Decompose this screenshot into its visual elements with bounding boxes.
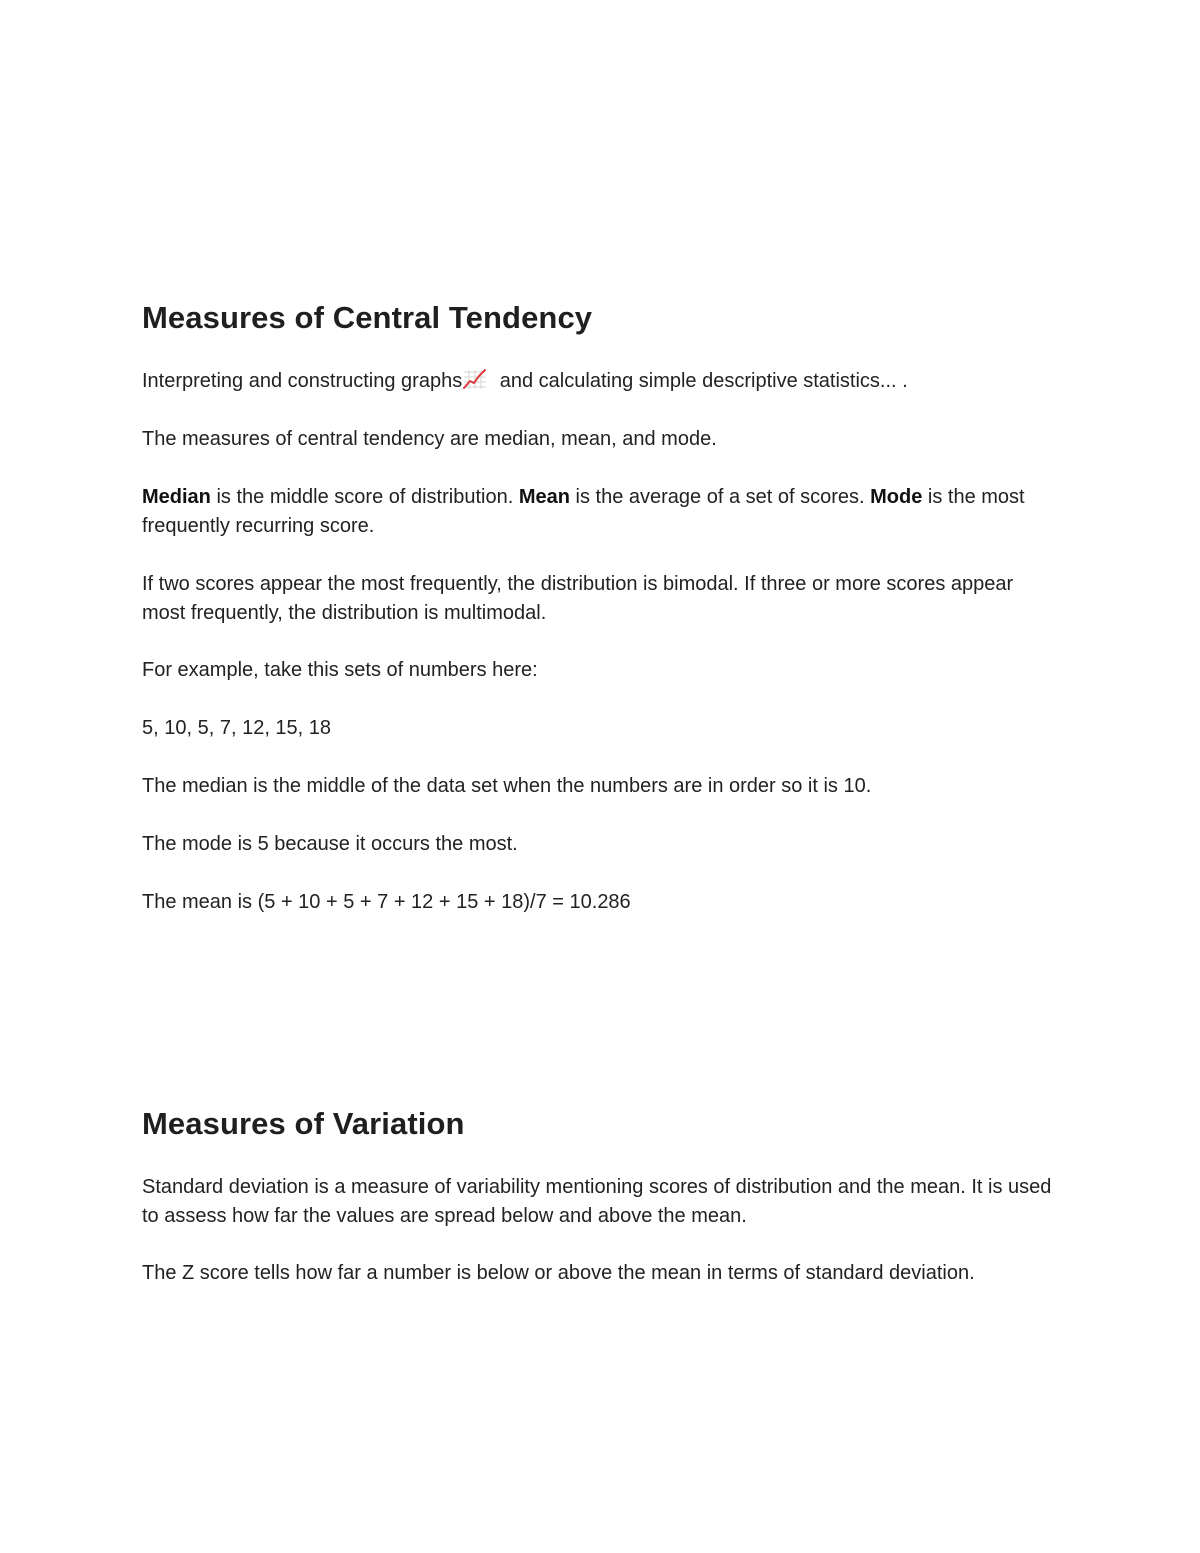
measures-paragraph: The measures of central tendency are median, mean, and mode. — [142, 428, 717, 450]
z-score-paragraph: The Z score tells how far a number is below or above the mean in terms of standard deviation. — [142, 1262, 975, 1284]
example-intro-paragraph: For example, take this sets of numbers here: — [142, 659, 538, 681]
heading-central-tendency: Measures of Central Tendency — [142, 300, 593, 335]
median-explanation: The median is the middle of the data set when the numbers are in order so it is 10. — [142, 775, 872, 797]
mode-definition: is the most frequently recurring score. — [142, 486, 1025, 537]
intro-text-before: Interpreting and constructing graphs — [142, 370, 463, 392]
mean-explanation: The mean is (5 + 10 + 5 + 7 + 12 + 15 + 18)/7 = 10.286 — [142, 891, 631, 913]
std-dev-paragraph: Standard deviation is a measure of variability mentioning scores of distribution and the mean. It is used to assess how far the values are spread below and above the mean. — [142, 1176, 1052, 1227]
mode-term: Mode — [870, 486, 923, 508]
heading-variation: Measures of Variation — [142, 1106, 465, 1141]
bimodal-paragraph: If two scores appear the most frequently, the distribution is bimodal. If three or more scores appear most frequently, the distribution is multimodal. — [142, 573, 1014, 624]
chart-increasing-icon — [462, 368, 488, 390]
example-numbers-paragraph: 5, 10, 5, 7, 12, 15, 18 — [142, 717, 332, 739]
mean-definition: is the average of a set of scores. — [569, 486, 871, 508]
median-definition: is the middle score of distribution. — [210, 486, 519, 508]
mean-term: Mean — [518, 486, 570, 508]
intro-text-after: and calculating simple descriptive statistics... . — [494, 370, 908, 392]
intro-paragraph — [142, 367, 1052, 396]
median-term: Median — [142, 486, 211, 508]
mode-explanation: The mode is 5 because it occurs the most. — [142, 833, 518, 855]
definitions-paragraph — [142, 483, 1047, 541]
